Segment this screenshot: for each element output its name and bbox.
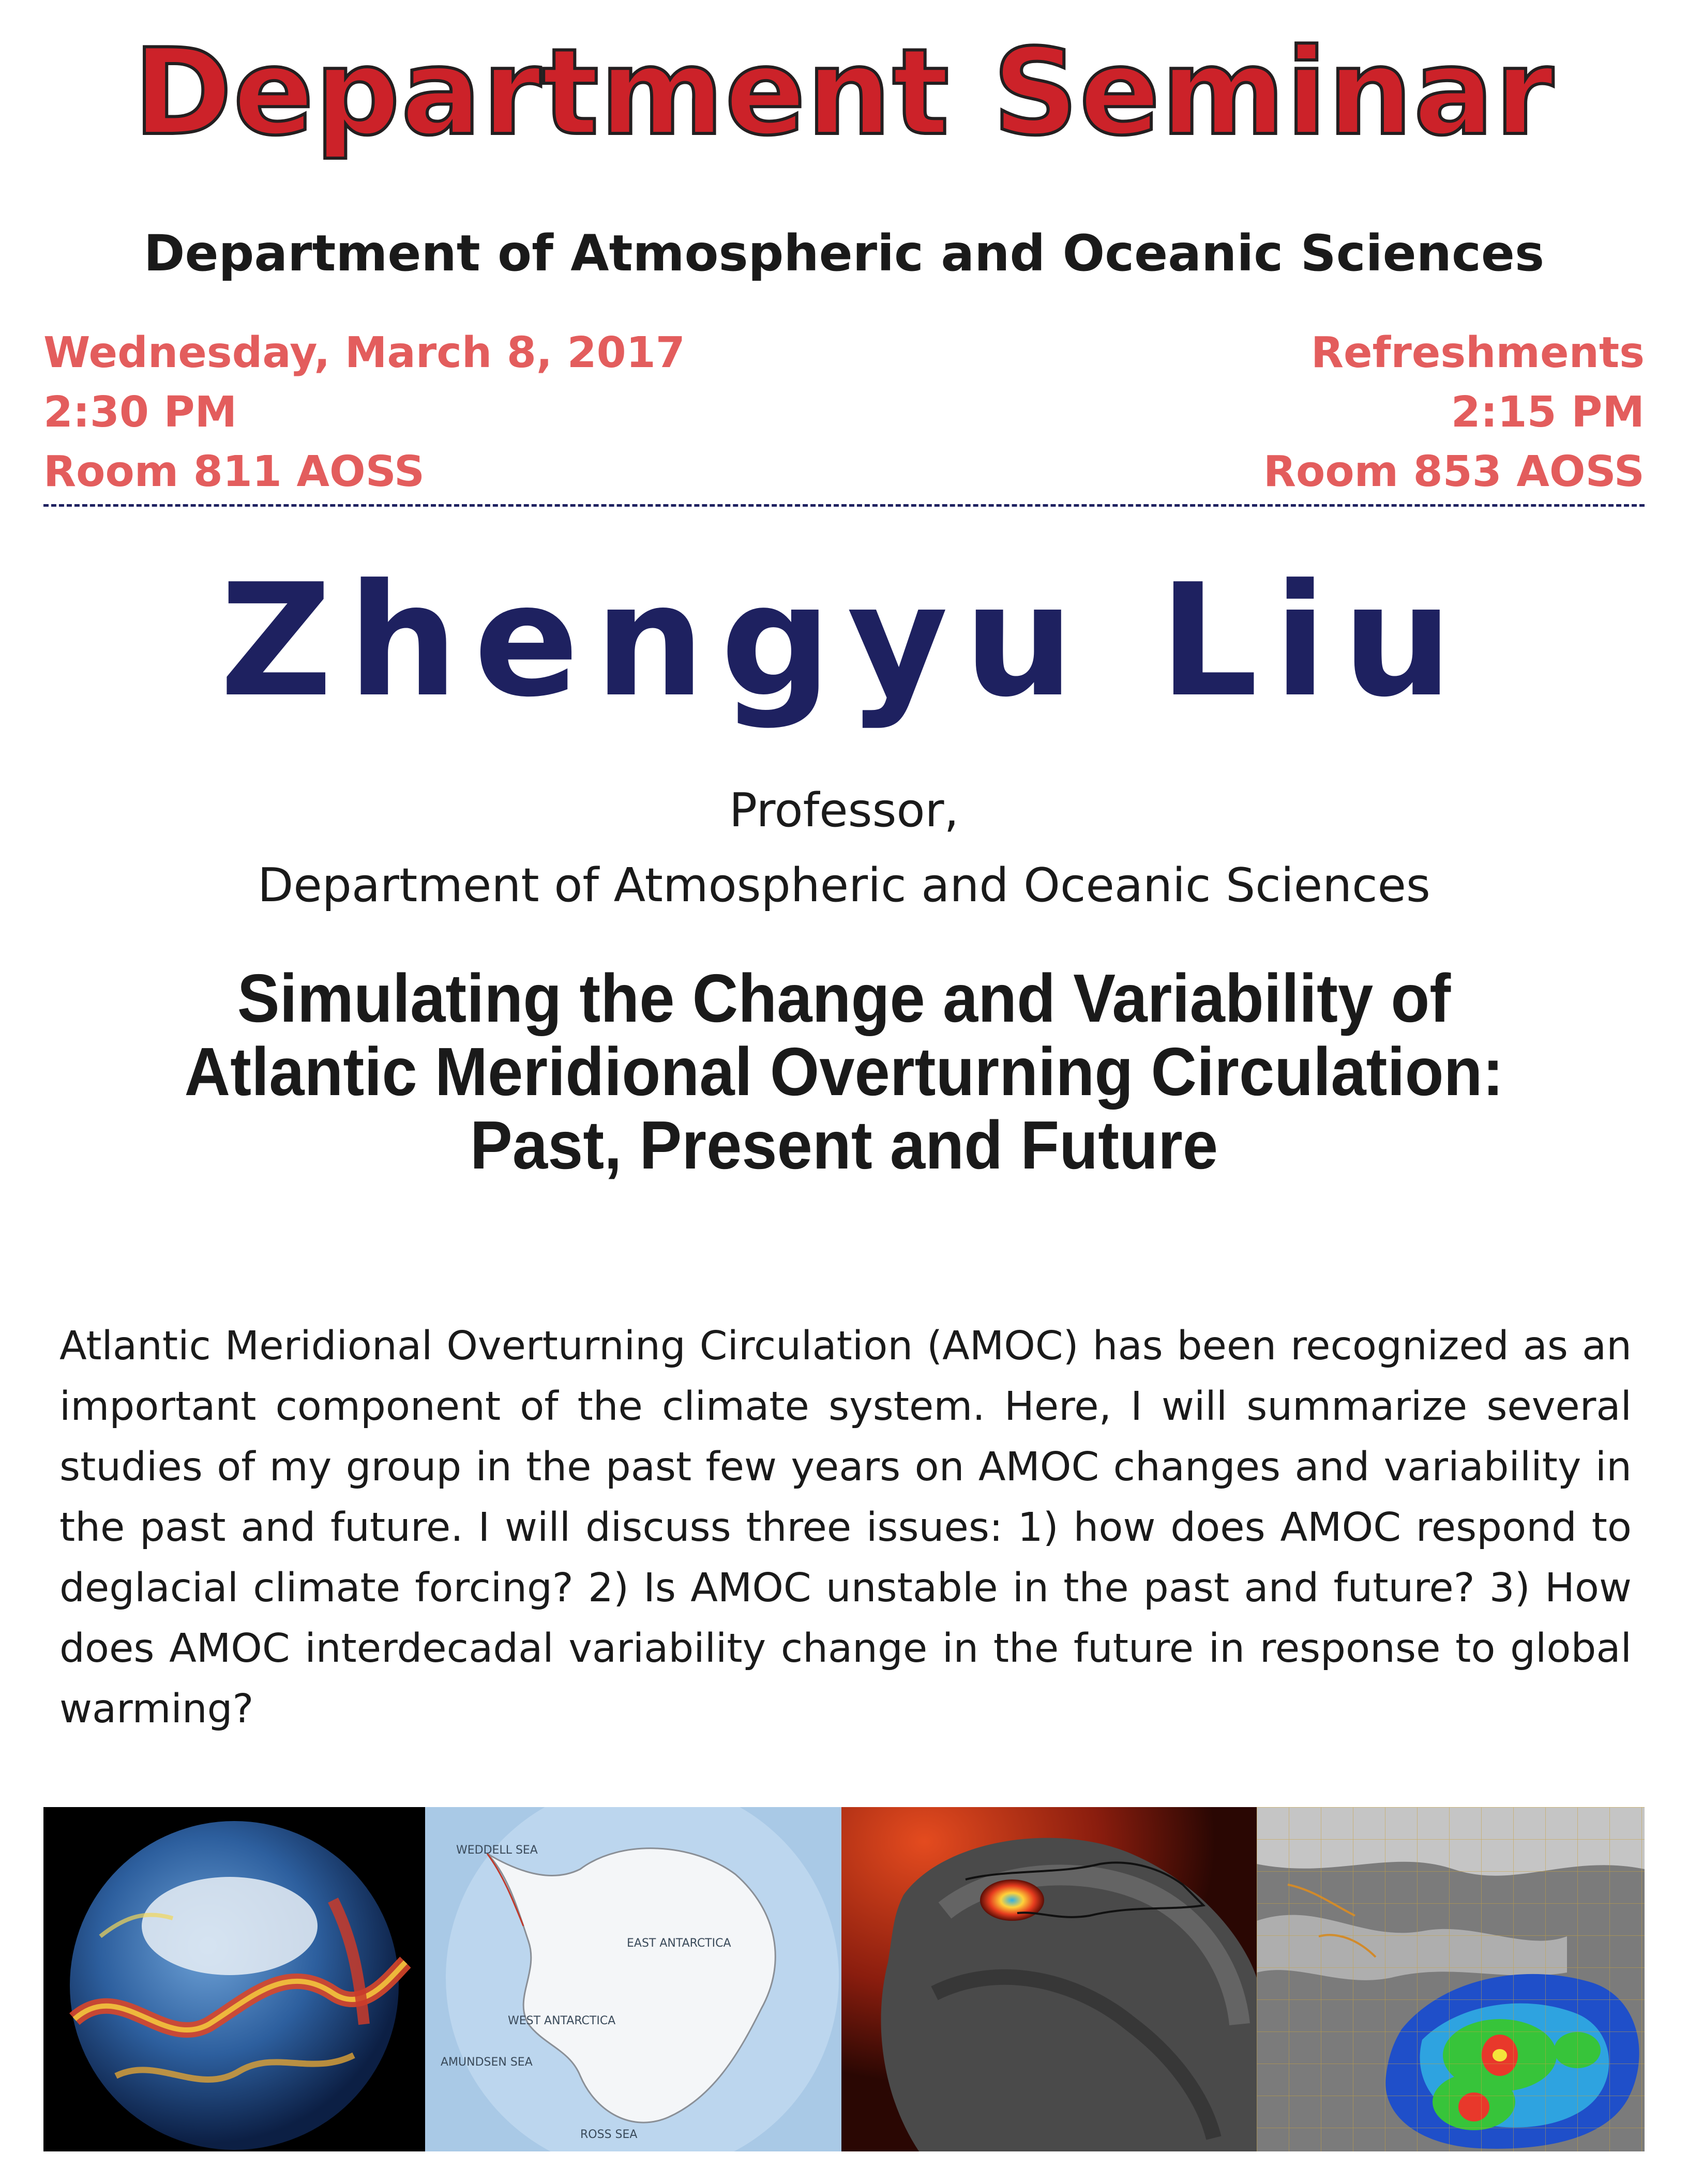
map-label: WEST ANTARCTICA [508,2014,616,2027]
refreshments-label: Refreshments [1310,328,1645,377]
dashed-divider [43,504,1645,507]
refreshments-room: Room 853 AOSS [1263,447,1645,496]
event-time: 2:30 PM [43,388,237,437]
antarctica-map-image [425,1807,841,2151]
talk-title [59,962,1629,1182]
map-label: AMUNDSEN SEA [441,2056,533,2069]
department-heading: Department of Atmospheric and Oceanic Sciences [143,224,1545,282]
earth-jet-stream-image [43,1807,425,2151]
map-label: ROSS SEA [580,2128,638,2141]
talk-title-line: Atlantic Meridional Overturning Circulation: [184,1034,1504,1110]
event-info [43,323,767,502]
talk-title-line: Simulating the Change and Variability of [237,960,1451,1036]
event-room: Room 811 AOSS [43,447,425,496]
talk-abstract: Atlantic Meridional Overturning Circulation (AMOC) has been recognized as an important component of the climate system. Here, I will summarize several studies of my group in the past few years on AMOC changes and variability in the past and future. I will discuss three issues: 1) how does AMOC respond to deglacial climate forcing? 2) Is AMOC unstable in the past and future? 3) How does AMOC interdecadal variability change in the future in response to global warming? [59,1323,1632,1732]
map-label: WEDDELL SEA [456,1844,538,1857]
storm-satellite-image [841,1807,1257,2151]
speaker-department: Department of Atmospheric and Oceanic Sciences [258,858,1430,913]
event-date: Wednesday, March 8, 2017 [43,328,685,377]
map-label: EAST ANTARCTICA [627,1937,731,1950]
speaker-name: Zhengyu Liu [219,551,1469,731]
refreshments-time: 2:15 PM [1451,388,1645,437]
hurricane-satellite-image [1257,1807,1645,2151]
refreshments-info [921,323,1645,502]
seminar-title: Department Seminar [133,24,1555,162]
speaker-title: Professor, [729,783,959,838]
talk-title-line: Past, Present and Future [470,1107,1218,1183]
